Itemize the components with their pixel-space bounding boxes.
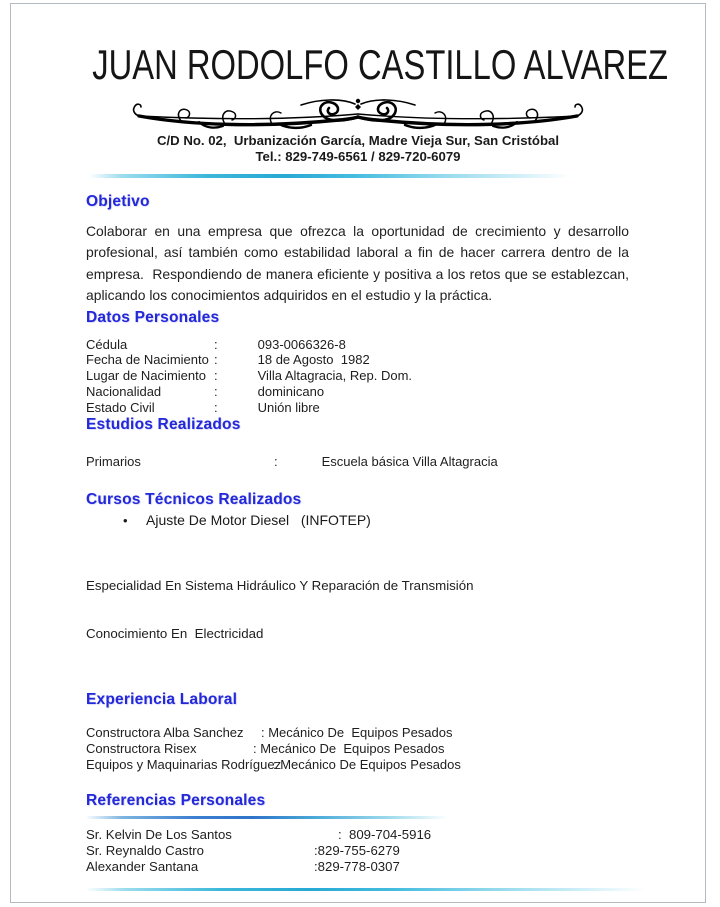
reference-name: Sr. Kelvin De Los Santos — [86, 827, 232, 843]
table-row — [86, 337, 629, 353]
field-value: 18 de Agosto 1982 — [257, 352, 370, 368]
field-label: Fecha de Nacimiento — [86, 352, 209, 368]
table-row — [86, 454, 629, 470]
bullet-icon: • — [123, 513, 128, 529]
contact-phone: Tel.: 829-749-6561 / 829-720-6079 — [255, 149, 461, 164]
field-separator: : — [214, 399, 218, 415]
section-title-estudios: Estudios Realizados — [86, 416, 241, 434]
field-value: Escuela básica Villa Altagracia — [321, 454, 498, 470]
reference-phone: : 809-704-5916 — [338, 827, 432, 843]
field-separator: : — [214, 368, 218, 384]
employer-name: Constructora Alba Sanchez — [86, 725, 244, 741]
table-row — [86, 741, 629, 757]
table-row — [86, 352, 629, 368]
job-title: : Mecánico De Equipos Pesados — [253, 741, 445, 757]
section-title-experiencia: Experiencia Laboral — [86, 691, 238, 709]
table-row — [86, 400, 629, 416]
table-row — [86, 368, 629, 384]
employer-name: Equipos y Maquinarias Rodríguez — [86, 756, 282, 772]
field-label: Cédula — [86, 336, 128, 352]
course-text: Ajuste De Motor Diesel (INFOTEP) — [146, 512, 371, 529]
table-row — [86, 843, 629, 859]
section-title-referencias: Referencias Personales — [86, 791, 266, 809]
resume-page — [10, 3, 706, 903]
footer-gradient-rule — [86, 888, 646, 892]
objetivo-paragraph: Colaborar en una empresa que ofrezca la oportunidad de crecimiento y desarrollo profesional, así también como estabilidad laboral a fin de hacer carrera dentro de la empresa. Respondiendo de manera eficiente y positiva a los retos que se establezcan, aplicando los conocimientos adquiridos en el estudio y la práctica. — [86, 222, 633, 303]
skill-text: Conocimiento En Electricidad — [86, 626, 264, 642]
datos-personales-list — [86, 337, 629, 416]
resume-title — [11, 41, 705, 88]
table-row — [86, 725, 629, 741]
table-row — [86, 859, 629, 875]
reference-name: Sr. Reynaldo Castro — [86, 843, 205, 859]
field-label: Primarios — [86, 454, 141, 470]
field-value: dominicano — [257, 383, 325, 399]
job-title: : Mecánico De Equipos Pesados — [273, 756, 461, 772]
table-row — [86, 384, 629, 400]
experiencia-list — [86, 725, 629, 772]
field-separator: : — [214, 383, 218, 399]
skill-text: Especialidad En Sistema Hidráulico Y Reparación de Transmisión — [86, 578, 474, 594]
field-value: Villa Altagracia, Rep. Dom. — [257, 368, 413, 384]
resume-body — [86, 192, 633, 875]
header-gradient-rule — [89, 174, 571, 178]
referencias-gradient-rule — [86, 816, 448, 820]
resume-name-text: JUAN RODOLFO CASTILLO ALVAREZ — [92, 41, 669, 88]
flourish-divider-ornament — [129, 95, 587, 133]
section-title-datos-personales: Datos Personales — [86, 308, 220, 326]
field-label: Nacionalidad — [86, 383, 162, 399]
reference-name: Alexander Santana — [86, 858, 199, 874]
section-title-cursos: Cursos Técnicos Realizados — [86, 491, 302, 509]
reference-phone: :829-778-0307 — [314, 858, 400, 874]
field-value: 093-0066326-8 — [257, 336, 346, 352]
table-row — [86, 757, 629, 773]
contact-address: C/D No. 02, Urbanización García, Madre Vieja Sur, San Cristóbal — [156, 133, 560, 148]
job-title: : Mecánico De Equipos Pesados — [261, 725, 453, 741]
skill-line — [86, 546, 629, 674]
field-separator: : — [214, 336, 218, 352]
field-separator: : — [214, 352, 218, 368]
field-label: Estado Civil — [86, 399, 155, 415]
referencias-list — [86, 827, 629, 875]
field-value: Unión libre — [257, 399, 320, 415]
employer-name: Constructora Risex — [86, 741, 197, 757]
field-label: Lugar de Nacimiento — [86, 368, 206, 384]
reference-phone: :829-755-6279 — [314, 843, 400, 859]
field-separator: : — [274, 454, 278, 470]
section-title-objetivo: Objetivo — [86, 192, 150, 210]
list-item — [123, 512, 629, 529]
table-row — [86, 827, 629, 843]
